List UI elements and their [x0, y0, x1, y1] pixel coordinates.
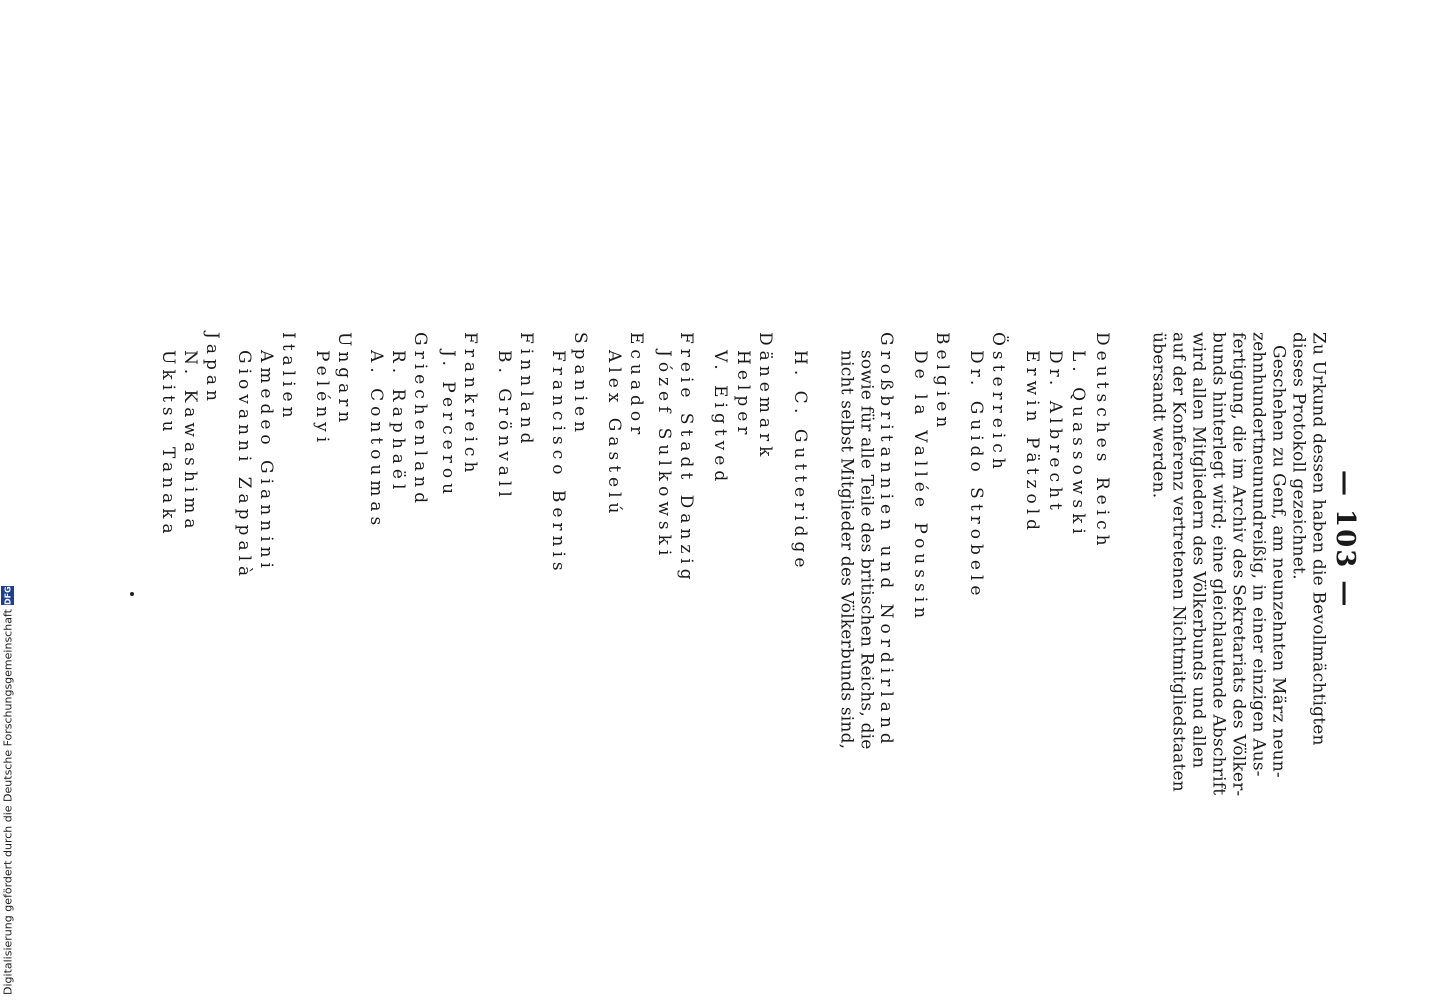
signatory-name: Amedeo Giannini: [256, 350, 276, 573]
signatory-name: L. Quassowski: [1068, 350, 1088, 539]
paragraph-line-2: zehnhundertneunundreißig, in einer einzigen Aus-: [1248, 332, 1269, 777]
dfg-logo: DFG: [3, 586, 13, 606]
country-spanien: Spanien: [570, 332, 590, 438]
signatory-name: Pelényi: [312, 350, 332, 448]
country-ecuador: Ecuador: [626, 332, 646, 440]
country-belgien: Belgien: [932, 332, 952, 433]
signatory-name: De la Vallée Poussin: [910, 350, 930, 624]
signatory-name: Ukitsu Tanaka: [158, 350, 178, 539]
footer-text: Digitalisierung gefördert durch die Deutsche Forschungsgemeinschaft: [1, 609, 15, 995]
signatory-name: Alex Gastelú: [604, 350, 624, 519]
signatory-name: Józef Sulkowski: [654, 350, 674, 561]
signatory-name: V. Eigtved: [710, 350, 730, 487]
gb-note-line-3: nicht selbst Mitglieder des Völkerbunds sind,: [836, 350, 857, 750]
signatory-name: Francisco Bernis: [548, 350, 568, 576]
signatory-name: Helper: [733, 350, 753, 440]
digitization-footer: [0, 586, 16, 995]
country-griechenland: Griechenland: [410, 332, 430, 509]
paragraph-line-7: übersandt werden.: [1148, 332, 1169, 499]
country-japan: Japan: [202, 332, 222, 406]
signatory-name: N. Kawashima: [180, 350, 200, 534]
signatory-name: Giovanni Zappalà: [234, 350, 254, 582]
country-frankreich: Frankreich: [460, 332, 480, 478]
paragraph-line-3: fertigung, die im Archiv des Sekretariats des Völker-: [1228, 332, 1249, 797]
signatory-name: R. Raphaël: [388, 350, 408, 495]
paragraph-line-1: Geschehen zu Genf, am neunzehnten März neun-: [1268, 345, 1289, 778]
country-italien: Italien: [278, 332, 298, 423]
country-oesterreich: Österreich: [988, 332, 1008, 474]
ink-speck: [130, 592, 134, 596]
country-finnland: Finnland: [516, 332, 536, 449]
signatory-name: Erwin Pätzold: [1022, 350, 1042, 536]
signatory-name: Dr. Guido Strobele: [966, 350, 986, 601]
paragraph-line-4: bunds hinterlegt wird; eine gleichlautende Abschrift: [1208, 332, 1229, 796]
signatory-name: A. Contoumas: [366, 350, 386, 531]
paragraph-line-6: auf der Konferenz vertretenen Nichtmitgliedstaaten: [1168, 332, 1189, 792]
signatory-name: B. Grönvall: [494, 350, 514, 502]
country-grossbritannien: Großbritannien und Nordirland: [876, 332, 896, 749]
intro-line-2: dieses Protokoll gezeichnet.: [1288, 332, 1309, 580]
paragraph-line-5: wird allen Mitgliedern des Völkerbunds und allen: [1188, 332, 1209, 769]
signatory-name: J. Percerou: [438, 350, 458, 500]
signatory-name: Dr. Albrecht: [1045, 350, 1065, 515]
intro-line-1: Zu Urkund dessen haben die Bevollmächtigten: [1308, 332, 1329, 746]
page-number: — 103 —: [1330, 470, 1360, 609]
country-ungarn: Ungarn: [334, 332, 354, 428]
country-deutsches-reich: Deutsches Reich: [1092, 332, 1112, 551]
signatory-name: H. C. Gutteridge: [790, 350, 810, 573]
country-danzig: Freie Stadt Danzig: [676, 332, 696, 585]
gb-note-line-2: sowie für alle Teile des britischen Reichs, die: [856, 350, 877, 750]
country-daenemark: Dänemark: [755, 332, 775, 462]
